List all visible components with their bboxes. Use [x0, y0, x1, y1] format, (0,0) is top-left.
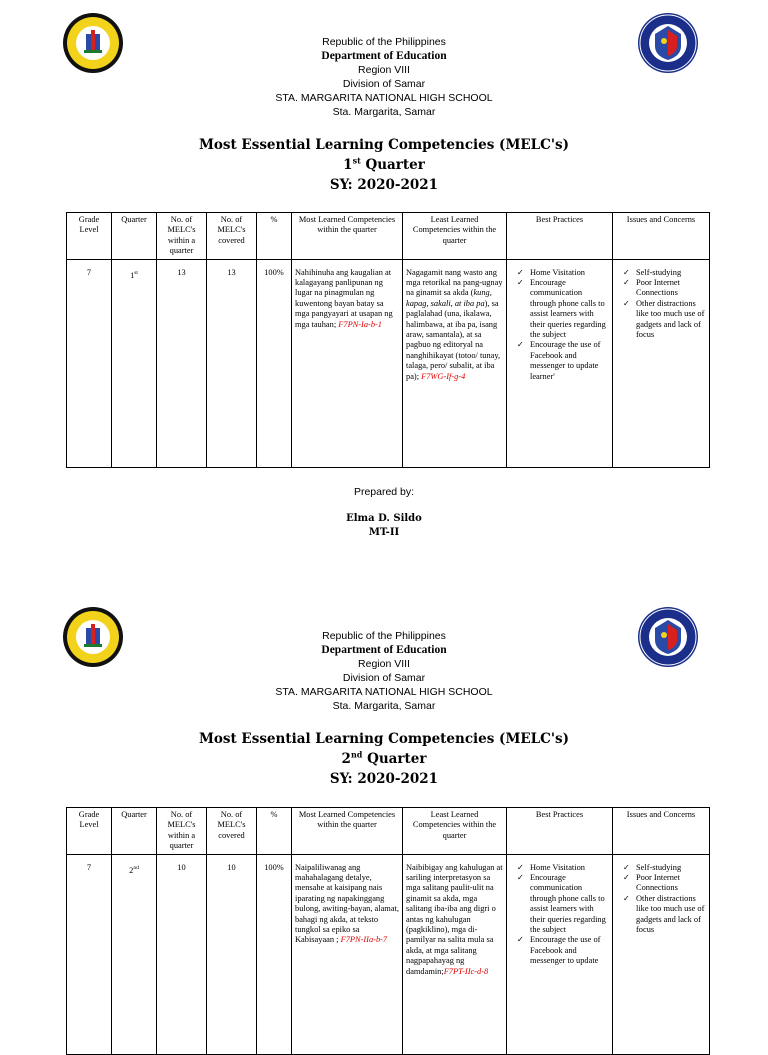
practice-item: ✓ Home Visitation — [510, 863, 609, 873]
melc-table — [66, 212, 710, 468]
cell-grade: 7 — [67, 854, 112, 1054]
col-percent: % — [257, 213, 292, 260]
header-department: Department of Education — [321, 644, 447, 656]
col-most-learned: Most Learned Competencies within the quarter — [292, 808, 403, 855]
col-best-practices: Best Practices — [507, 808, 613, 855]
cell-issues — [613, 854, 710, 1054]
col-quarter: Quarter — [112, 808, 157, 855]
header-division: Division of Samar — [342, 78, 426, 90]
title-melc: Most Essential Learning Competencies (MELC's) — [198, 731, 570, 747]
school-header — [0, 35, 768, 119]
header-school: STA. MARGARITA NATIONAL HIGH SCHOOL — [275, 686, 493, 698]
col-grade-level: Grade Level — [67, 213, 112, 260]
issue-item: ✓ Poor Internet Connections — [616, 278, 706, 299]
cell-most-learned: Naipaliliwanag ang mahahalagang detalye, mensahe at kaisipang nais iparating ng napakinggang bulong, awiting-bayan, alamat, bahagi ng akda, at teksto tungkol sa epiko sa Kabisayaan ; F7PN-IIa-b-7 — [292, 854, 403, 1054]
table-row — [67, 854, 710, 1054]
header-address: Sta. Margarita, Samar — [332, 106, 436, 118]
practice-item: ✓ Encourage the use of Facebook and messenger to update learner' — [510, 340, 609, 382]
table-header-row — [67, 213, 710, 260]
col-melc-covered: No. of MELC's covered — [207, 213, 257, 260]
report-title — [0, 135, 768, 195]
cell-issues — [613, 259, 710, 467]
cell-percent: 100% — [257, 854, 292, 1054]
cell-covered: 13 — [207, 259, 257, 467]
title-quarter: 2nd Quarter — [341, 749, 427, 767]
report-title — [0, 729, 768, 789]
col-issues: Issues and Concerns — [613, 808, 710, 855]
cell-melc-count: 10 — [157, 854, 207, 1054]
prepared-by-label: Prepared by: — [353, 486, 415, 498]
issue-item: ✓ Other distractions like too much use of gadgets and lack of focus — [616, 894, 706, 936]
issue-item: ✓ Self-studying — [616, 268, 706, 278]
melc-table — [66, 807, 710, 1055]
signatory-name: Elma D. Sildo — [346, 513, 422, 524]
competency-code: F7PT-IIc-d-8 — [443, 966, 489, 976]
header-region: Region VIII — [358, 64, 410, 76]
col-melc-count: No. of MELC's within a quarter — [157, 808, 207, 855]
table-header-row — [67, 808, 710, 855]
col-least-learned: Least Learned Competencies within the quarter — [403, 213, 507, 260]
header-republic: Republic of the Philippines — [322, 630, 446, 642]
cell-best-practices — [507, 259, 613, 467]
col-issues: Issues and Concerns — [613, 213, 710, 260]
header-republic: Republic of the Philippines — [322, 36, 446, 48]
signatory-title: MT-II — [368, 527, 400, 538]
col-percent: % — [257, 808, 292, 855]
col-most-learned: Most Learned Competencies within the quarter — [292, 213, 403, 260]
cell-quarter: 1st — [112, 259, 157, 467]
cell-melc-count: 13 — [157, 259, 207, 467]
competency-code: F7PN-Ia-b-1 — [338, 319, 382, 329]
signatory — [0, 512, 768, 540]
col-melc-covered: No. of MELC's covered — [207, 808, 257, 855]
cell-covered: 10 — [207, 854, 257, 1054]
cell-least-learned: Naibibigay ang kahulugan at sariling interpretasyon sa mga salitang paulit-ulit na ginamit sa akda, mga salitang iba-iba ang digri o antas ng kahulugan (pagkiklino), mga di-pamilyar na salita mula sa akda, at mga salitang nagpapahayag ng damdamin;F7PT-IIc-d-8 — [403, 854, 507, 1054]
cell-best-practices — [507, 854, 613, 1054]
cell-most-learned: Nahihinuha ang kaugalian at kalagayang panlipunan ng lugar na pinagmulan ng kuwentong bayan batay sa mga pangyayari at usapan ng mga tauhan; F7PN-Ia-b-1 — [292, 259, 403, 467]
practice-item: ✓ Encourage communication through phone calls to assist learners with their queries regarding the subject — [510, 873, 609, 935]
col-quarter: Quarter — [112, 213, 157, 260]
issue-item: ✓ Other distractions like too much use of gadgets and lack of focus — [616, 299, 706, 341]
cell-quarter: 2nd — [112, 854, 157, 1054]
title-melc: Most Essential Learning Competencies (MELC's) — [198, 137, 570, 153]
issue-item: ✓ Poor Internet Connections — [616, 873, 706, 894]
col-least-learned: Least Learned Competencies within the quarter — [403, 808, 507, 855]
practice-item: ✓ Home Visitation — [510, 268, 609, 278]
cell-percent: 100% — [257, 259, 292, 467]
competency-code: F7PN-IIa-b-7 — [340, 935, 388, 945]
header-school: STA. MARGARITA NATIONAL HIGH SCHOOL — [275, 92, 493, 104]
practice-item: ✓ Encourage communication through phone calls to assist learners with their queries regarding the subject — [510, 278, 609, 340]
col-grade-level: Grade Level — [67, 808, 112, 855]
header-address: Sta. Margarita, Samar — [332, 700, 436, 712]
header-division: Division of Samar — [342, 672, 426, 684]
header-department: Department of Education — [321, 50, 447, 62]
cell-least-learned: Nagagamit nang wasto ang mga retorikal na pang-ugnay na ginamit sa akda (kung, kapag, sakali, at iba pa), sa paglalahad (una, ikalawa, halimbawa, at iba pa, isang araw, samantala), at sa pagbuo ng editoryal na nanghihikayat (totoo/ tunay, talaga, pero/ subalit, at iba pa); F7WG-If-g-4 — [403, 259, 507, 467]
competency-code: F7WG-If-g-4 — [421, 371, 466, 381]
title-school-year: SY: 2020-2021 — [329, 177, 439, 193]
issue-item: ✓ Self-studying — [616, 863, 706, 873]
cell-grade: 7 — [67, 259, 112, 467]
header-region: Region VIII — [358, 658, 410, 670]
practice-item: ✓ Encourage the use of Facebook and messenger to update — [510, 935, 609, 966]
title-school-year: SY: 2020-2021 — [329, 771, 439, 787]
school-header — [0, 629, 768, 713]
table-row — [67, 259, 710, 467]
col-best-practices: Best Practices — [507, 213, 613, 260]
title-quarter: 1st Quarter — [343, 155, 425, 173]
col-melc-count: No. of MELC's within a quarter — [157, 213, 207, 260]
